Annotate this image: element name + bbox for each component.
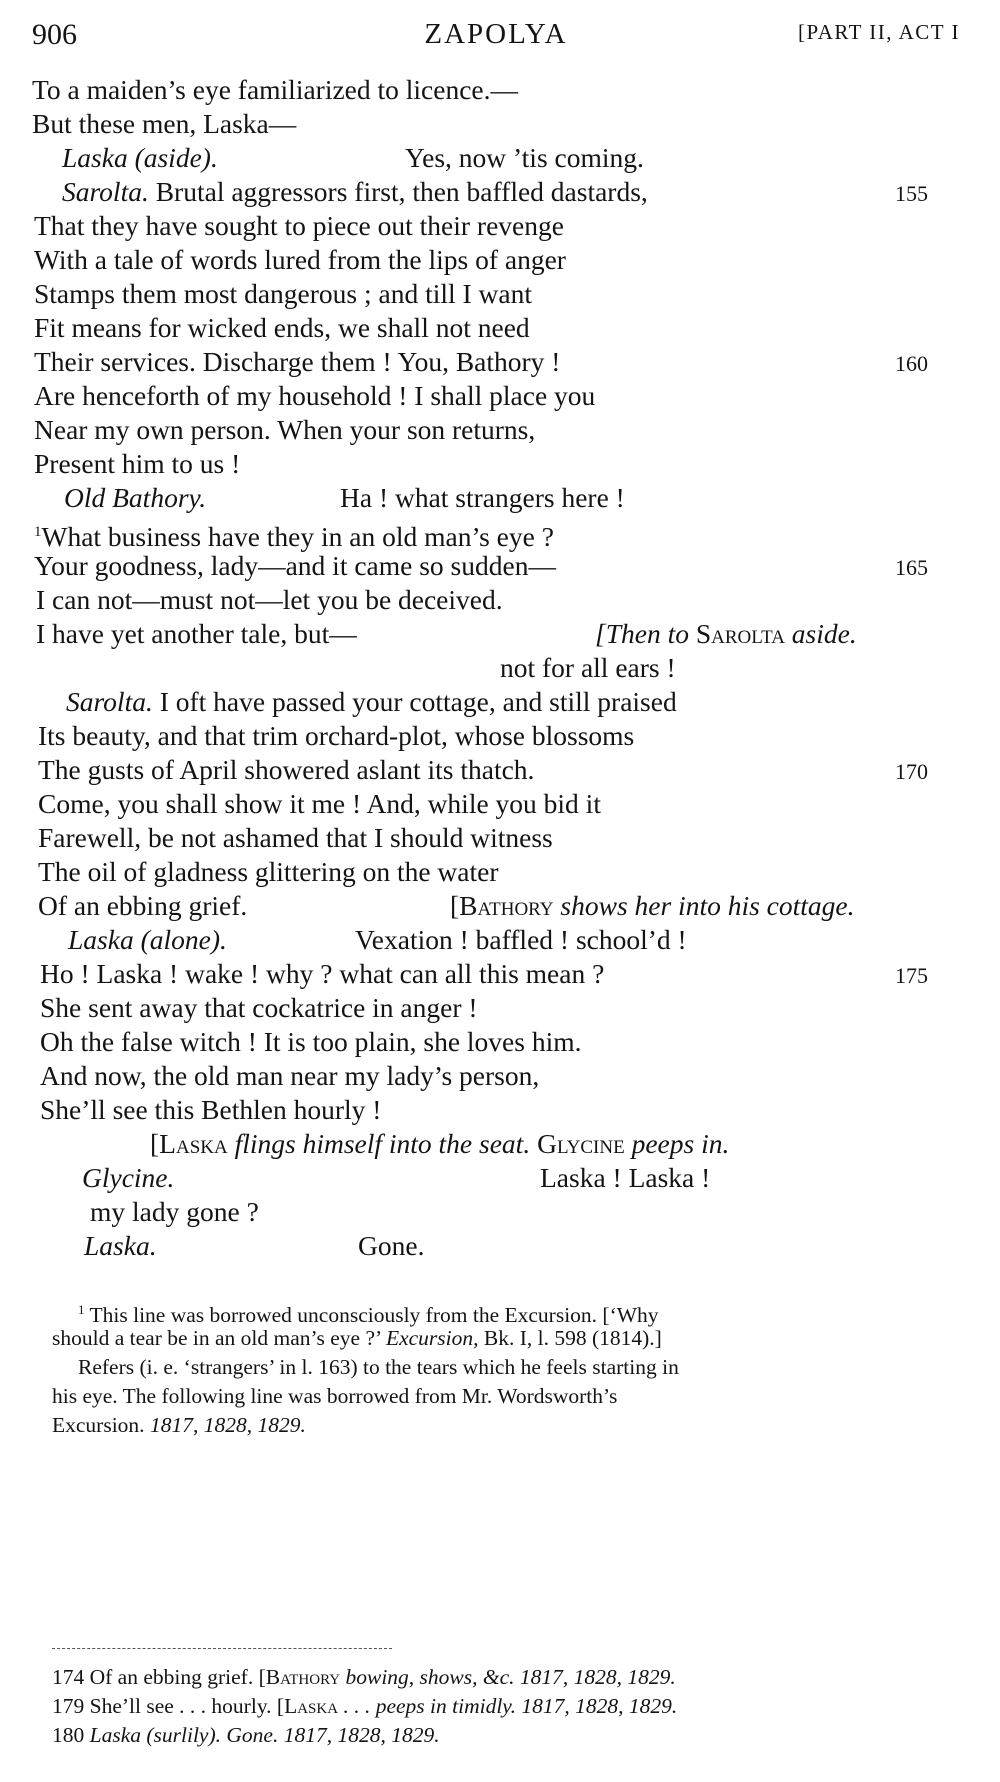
verse-line: To a maiden’s eye familiarized to licence.—: [32, 74, 518, 105]
speaker-name: Laska (alone).: [68, 924, 227, 955]
speaker-name: Sarolta.: [62, 176, 149, 207]
page-number: 906: [32, 18, 77, 51]
verse-line: Vexation ! baffled ! school’d !: [355, 924, 687, 955]
line-number: 155: [895, 181, 928, 206]
verse-line: Ha ! what strangers here !: [340, 482, 625, 513]
verse-line: Their services. Discharge them ! You, Bathory !: [34, 346, 561, 377]
verse-line: Oh the false witch ! It is too plain, she loves him.: [40, 1026, 582, 1057]
verse-line: [82, 1161, 174, 1195]
verse-line: She’ll see this Bethlen hourly !: [40, 1094, 382, 1125]
part-act-label: [PART II, ACT I: [797, 20, 960, 44]
verse-line: Present him to us !: [34, 448, 241, 479]
verse-line: With a tale of words lured from the lips of anger: [34, 244, 566, 275]
footnote-line: should a tear be in an old man’s eye ?’ Excursion, Bk. I, l. 598 (1814).]: [52, 1326, 662, 1350]
verse-line: And now, the old man near my lady’s person,: [40, 1060, 540, 1091]
footnote-marker: 1: [34, 524, 42, 540]
variant-reading: 180 Laska (surlily). Gone. 1817, 1828, 1829.: [52, 1723, 440, 1747]
verse-line: I have yet another tale, but—: [36, 618, 357, 649]
verse-line: Farewell, be not ashamed that I should witness: [38, 822, 553, 853]
line-number: 175: [895, 963, 928, 988]
speaker-name: Laska (aside).: [62, 142, 218, 173]
stage-direction: [Then to Sarolta aside.: [595, 618, 857, 649]
speaker-name: Laska.: [84, 1230, 157, 1261]
footnote-line: his eye. The following line was borrowed from Mr. Wordsworth’s: [52, 1384, 618, 1408]
variant-reading: 174 Of an ebbing grief. [Bathory bowing, shows, &c. 1817, 1828, 1829.: [52, 1665, 676, 1689]
verse-line: Ho ! Laska ! wake ! why ? what can all this mean ?: [40, 958, 605, 989]
line-number: 170: [895, 759, 928, 784]
stage-direction: [Laska flings himself into the seat. Glycine peeps in.: [150, 1128, 730, 1159]
verse-line: She sent away that cockatrice in anger !: [40, 992, 478, 1023]
verse-line: Sarolta. I oft have passed your cottage, and still praised: [66, 686, 677, 717]
footnote-line: Excursion. 1817, 1828, 1829.: [52, 1413, 306, 1437]
verse-line: I can not—must not—let you be deceived.: [36, 584, 503, 615]
verse-line: Of an ebbing grief.: [38, 890, 248, 921]
speaker-name: Old Bathory.: [64, 482, 207, 513]
verse-line: But these men, Laska—: [32, 108, 297, 139]
verse-line: [68, 923, 227, 957]
verse-line: $^1$What business have they in an old man’s eye ?: [34, 521, 554, 553]
verse-line: Your goodness, lady—and it came so sudden—: [34, 550, 556, 581]
page-header: [32, 18, 960, 58]
line-number: 165: [895, 555, 928, 580]
verse-line: Fit means for wicked ends, we shall not need: [34, 312, 530, 343]
running-title: ZAPOLYA: [424, 18, 568, 50]
verse-line: Stamps them most dangerous ; and till I want: [34, 278, 532, 309]
verse-line: Near my own person. When your son returns,: [34, 414, 536, 445]
verse-line: Gone.: [358, 1230, 425, 1261]
verse-line: Come, you shall show it me ! And, while you bid it: [38, 788, 601, 819]
verse-line: [84, 1229, 157, 1263]
verse-line: [62, 141, 218, 175]
speaker-name: Glycine.: [82, 1162, 175, 1193]
verse-line: That they have sought to piece out their revenge: [34, 210, 564, 241]
verse-line: not for all ears !: [500, 652, 676, 683]
verse-line: The oil of gladness glittering on the water: [38, 856, 499, 887]
verse-line: The gusts of April showered aslant its thatch.: [38, 754, 535, 785]
verse-line: Are henceforth of my household ! I shall place you: [34, 380, 596, 411]
verse-line: Laska ! Laska !: [540, 1162, 711, 1193]
footnote-line: Refers (i. e. ‘strangers’ in l. 163) to the tears which he feels starting in: [78, 1355, 679, 1379]
footnote: $^1$ This line was borrowed unconsciously from the Excursion. [‘Why: [78, 1302, 659, 1328]
variant-reading: 179 She’ll see . . . hourly. [Laska . . . peeps in timidly. 1817, 1828, 1829.: [52, 1694, 678, 1718]
verse-line: Yes, now ’tis coming.: [405, 142, 644, 173]
footnote-divider: [52, 1648, 392, 1649]
verse-line: my lady gone ?: [90, 1196, 259, 1227]
verse-line: [64, 481, 206, 515]
line-number: 160: [895, 351, 928, 376]
verse-line: Its beauty, and that trim orchard-plot, whose blossoms: [38, 720, 635, 751]
stage-direction: [Bathory shows her into his cottage.: [450, 890, 855, 921]
speaker-name: Sarolta.: [66, 686, 153, 717]
verse-line: Sarolta. Brutal aggressors first, then baffled dastards,: [62, 176, 648, 207]
